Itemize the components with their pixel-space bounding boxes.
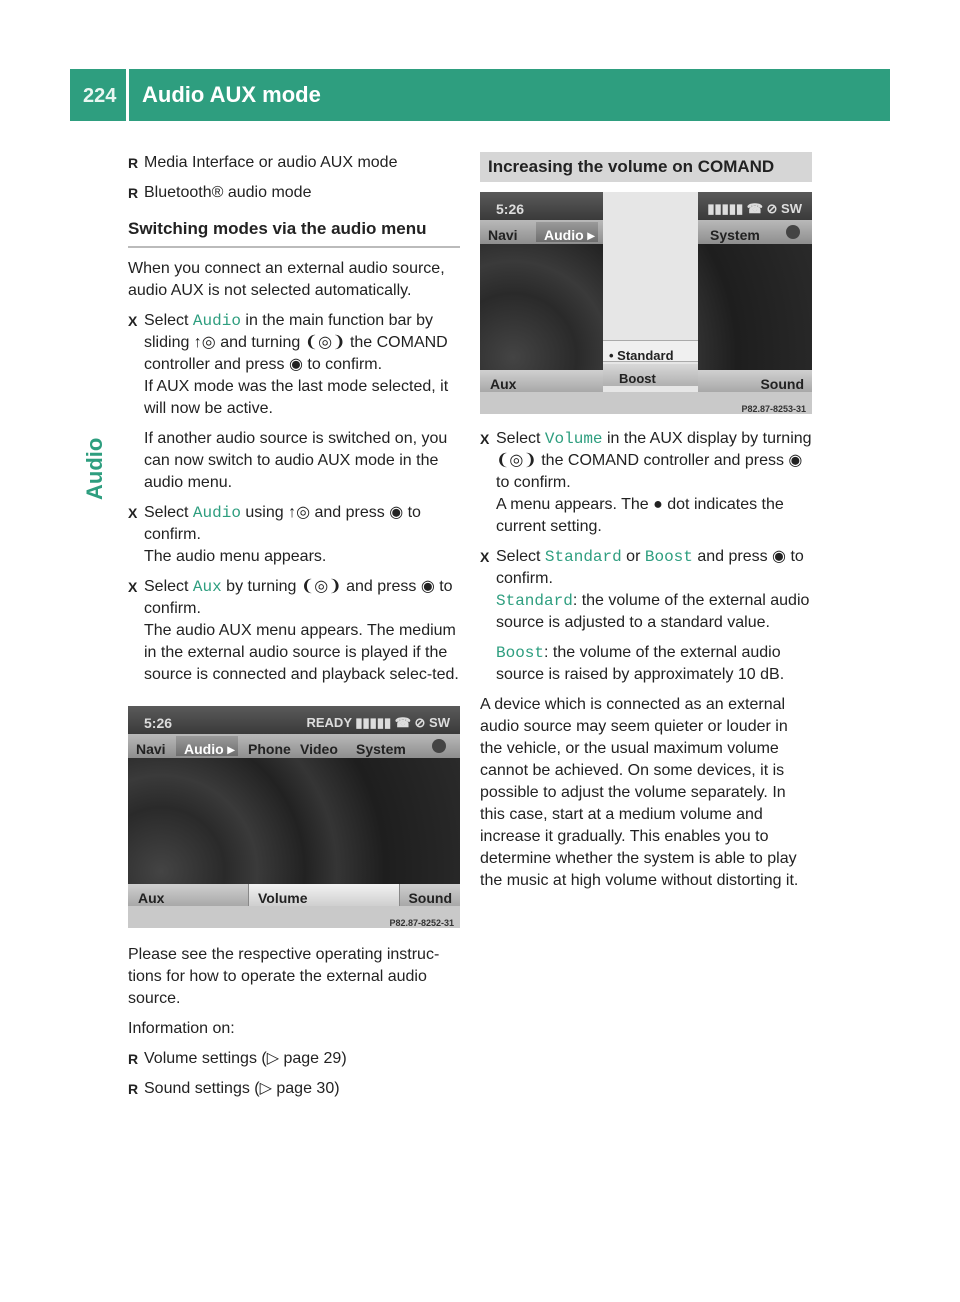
step-item: X Select Aux by turning ❨◎❩ and press ◉ to confirm. The audio AUX menu appears. The medium in the external audio source is played if the source is connected and playback selec-ted. — [128, 576, 460, 686]
list-item: R Bluetooth® audio mode — [128, 182, 460, 204]
menu-item-system: System — [356, 741, 406, 757]
page-number: 224 — [83, 85, 117, 107]
image-code: P82.87-8253-31 — [741, 404, 806, 414]
step-note: If AUX mode was the last mode selected, it will now be active. — [144, 378, 449, 417]
header-divider — [126, 69, 129, 121]
menu-item-phone: Phone — [248, 741, 291, 757]
step-item: X Select Audio using ↑◎ and press ◉ to confirm. The audio menu appears. — [128, 502, 460, 568]
key-audio: Audio — [192, 504, 241, 522]
key-standard: Standard — [544, 548, 622, 566]
key-boost: Boost — [644, 548, 693, 566]
screen-bottom-bar — [128, 884, 460, 906]
screen-time: 5:26 — [496, 201, 525, 217]
step-item: X Select Volume in the AUX display by turning ❨◎❩ the COMAND controller and press ◉ to confirm. A menu appears. The ● dot indicates the current setting. — [480, 428, 812, 538]
step-note: If another audio source is switched on, you can now switch to audio AUX mode in the audio menu. — [144, 430, 448, 491]
menu-item-system: System — [710, 227, 760, 243]
popup-option-boost: Boost — [603, 364, 698, 386]
comand-screenshot-aux — [128, 706, 460, 928]
menu-item-navi: Navi — [488, 227, 518, 243]
bottom-item-sound: Sound — [760, 376, 804, 392]
bottom-item-aux: Aux — [138, 890, 165, 906]
option-description-boost: Boost: the volume of the external audio source is raised by approximately 10 dB. — [496, 644, 785, 683]
menu-circle-icon — [786, 225, 800, 239]
bottom-item-volume: Volume — [258, 890, 308, 906]
screen-status: READY ▮▮▮▮▮ ☎ ⊘ SW — [306, 715, 450, 730]
list-item: R Sound settings (▷ page 30) — [128, 1078, 460, 1100]
menu-item-audio: Audio ▸ — [184, 741, 235, 757]
intro-paragraph: When you connect an external audio source, audio AUX is not selected automatically. — [128, 260, 445, 299]
page-title: Audio AUX mode — [142, 82, 321, 107]
side-tab-label: Audio — [82, 437, 107, 500]
screen-body — [128, 758, 460, 884]
screen-footer — [128, 906, 460, 928]
key-audio: Audio — [192, 312, 241, 330]
option-description-standard: Standard: the volume of the external audio source is adjusted to a standard value. — [496, 592, 810, 631]
list-item: R Volume settings (▷ page 29) — [128, 1048, 460, 1070]
key-volume: Volume — [544, 430, 603, 448]
closing-paragraph: A device which is connected as an external audio source may seem quieter or louder in the vehicle, or the usual maximum volume cannot be achieved. On some devices, it is possible to adjust the volume separately. In this case, start at a medium volume and increase it gradually. This enables you to determine whether the system is able to play the music at high volume without distorting it. — [480, 696, 799, 889]
step-note: The audio menu appears. — [144, 548, 327, 565]
info-heading: Information on: — [128, 1020, 235, 1037]
volume-popup-menu — [603, 192, 698, 392]
after-screen-paragraph: Please see the respective operating instruc-tions for how to operate the external audio source. — [128, 946, 440, 1007]
step-item: X Select Standard or Boost and press ◉ to confirm. Standard: the volume of the external audio source is adjusted to a standard value. Boost: the volume of the external audio source is raised by approximately 10 dB. — [480, 546, 812, 686]
screen-footer — [480, 392, 812, 414]
comand-screenshot-volume — [480, 192, 812, 414]
menu-circle-icon — [432, 739, 446, 753]
step-note: A menu appears. The ● dot indicates the current setting. — [496, 496, 784, 535]
screen-status-bar — [128, 706, 460, 734]
key-aux: Aux — [192, 578, 222, 596]
left-column — [128, 152, 460, 1108]
step-item: X Select Audio in the main function bar by sliding ↑◎ and turning ❨◎❩ the COMAND controller and press ◉ to confirm. If AUX mode was the last mode selected, it will now be active. If another audio source is switched on, you can now switch to audio AUX mode in the audio menu. — [128, 310, 460, 494]
popup-option-standard: • Standard — [603, 340, 698, 362]
list-item: R Media Interface or audio AUX mode — [128, 152, 460, 174]
menu-item-video: Video — [300, 741, 338, 757]
menu-item-audio: Audio ▸ — [544, 227, 595, 243]
screen-main-menu — [128, 734, 460, 758]
bottom-item-aux: Aux — [490, 376, 517, 392]
menu-item-navi: Navi — [136, 741, 166, 757]
step-note: The audio AUX menu appears. The medium in the external audio source is played if the source is connected and playback selec-ted. — [144, 622, 459, 683]
bottom-item-sound: Sound — [408, 890, 452, 906]
section-heading-bar: Increasing the volume on COMAND — [480, 152, 812, 182]
screen-time: 5:26 — [144, 715, 173, 731]
image-code: P82.87-8252-31 — [389, 918, 454, 928]
section-heading: Switching modes via the audio menu — [128, 218, 460, 248]
screen-status: ▮▮▮▮▮ ☎ ⊘ SW — [707, 201, 802, 216]
right-column — [480, 152, 812, 900]
